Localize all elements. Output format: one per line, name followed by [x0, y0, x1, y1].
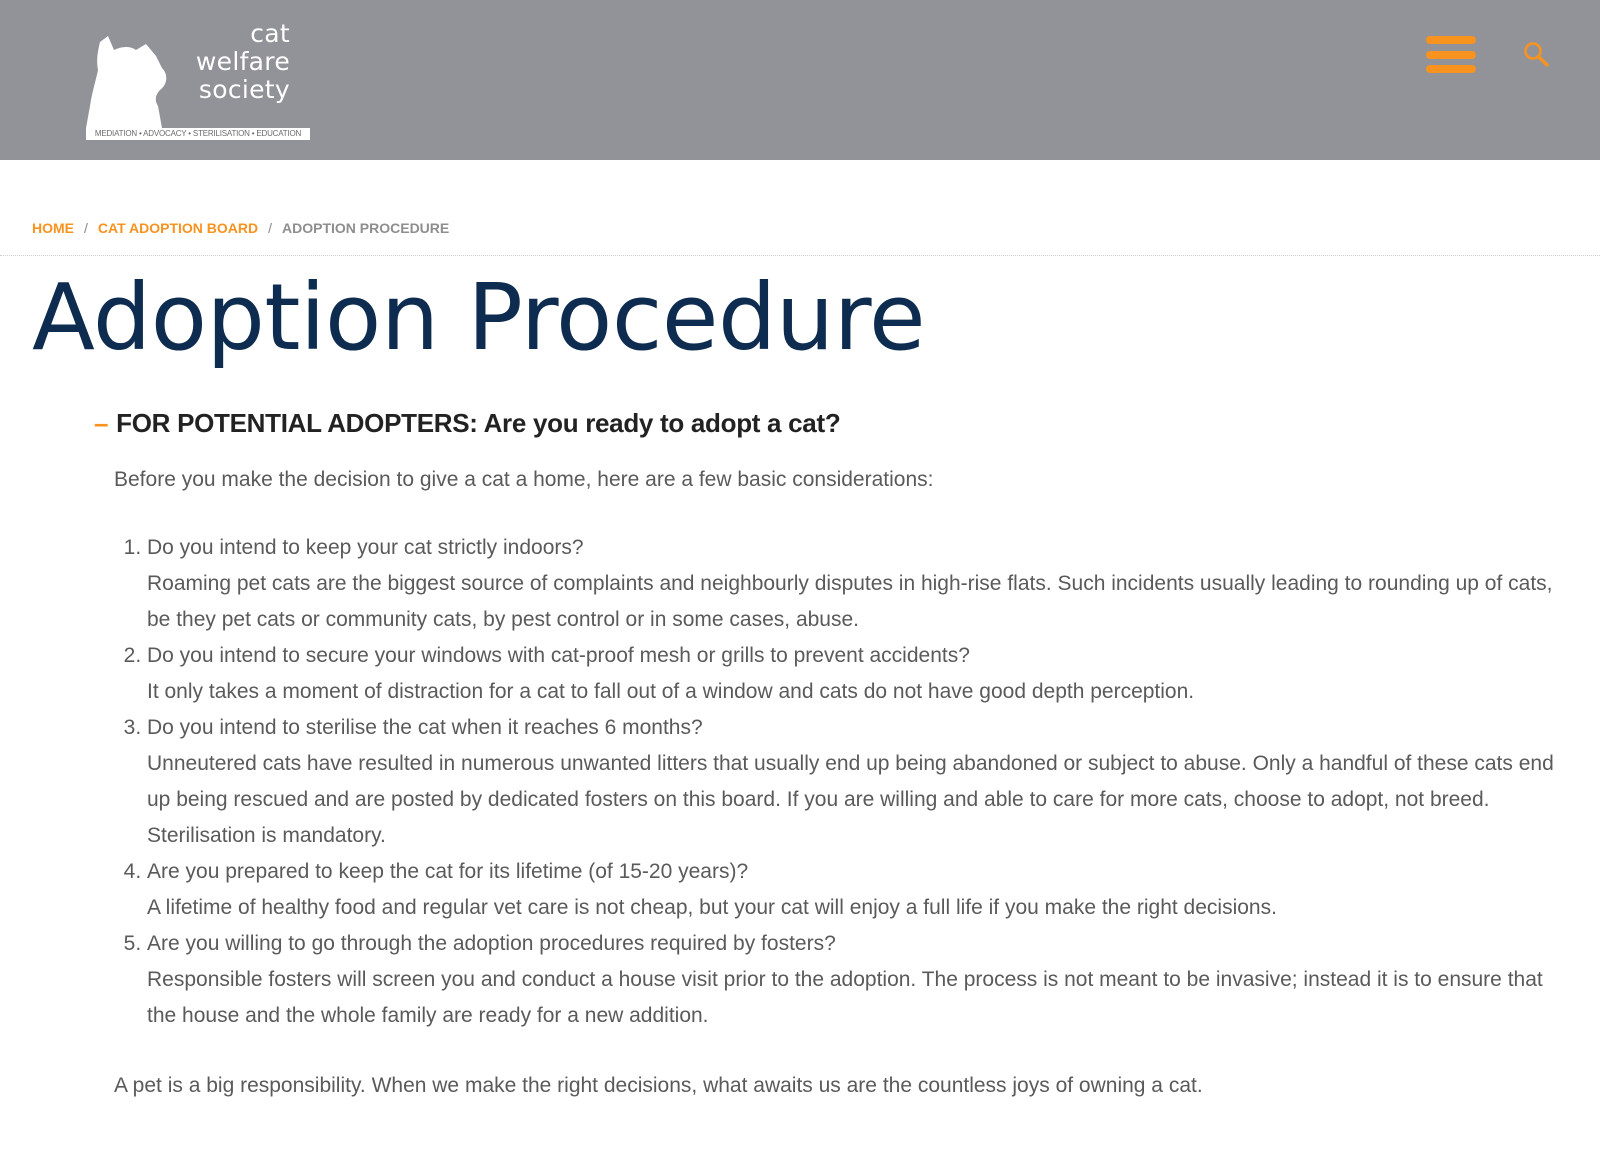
page-title: Adoption Procedure — [32, 264, 926, 371]
consideration-question: 1. Do you intend to keep your cat strictly indoors? — [147, 536, 584, 559]
list-item — [147, 854, 1574, 926]
list-item — [147, 926, 1574, 1034]
section-heading-text: FOR POTENTIAL ADOPTERS: Are you ready to adopt a cat? — [116, 408, 841, 438]
breadcrumb-current-page: ADOPTION PROCEDURE — [282, 220, 450, 236]
logo-word: cat — [250, 19, 290, 48]
logo-wordmark — [150, 20, 290, 104]
considerations-list — [114, 530, 1574, 1034]
accordion-header-potential-adopters[interactable] — [94, 408, 840, 439]
logo-word: society — [198, 75, 290, 104]
search-icon[interactable] — [1522, 40, 1552, 70]
hamburger-menu-icon[interactable] — [1426, 36, 1476, 76]
logo-word: welfare — [195, 47, 290, 76]
consideration-question: 4. Are you prepared to keep the cat for its lifetime (of 15-20 years)? — [147, 860, 749, 883]
closing-paragraph: A pet is a big responsibility. When we make the right decisions, what awaits us are the countless joys of owning a cat. — [114, 1074, 1203, 1097]
consideration-answer: Responsible fosters will screen you and conduct a house visit prior to the adoption. The process is not meant to be invasive; instead it is to ensure that the house and the whole family are ready for a new addition. — [147, 968, 1543, 1027]
breadcrumb-cat-adoption-board-link[interactable]: CAT ADOPTION BOARD — [97, 220, 259, 236]
consideration-question: 5. Are you willing to go through the adoption procedures required by fosters? — [147, 932, 836, 955]
site-logo[interactable] — [86, 18, 310, 140]
breadcrumb-home-link[interactable]: HOME — [32, 220, 74, 236]
intro-paragraph: Before you make the decision to give a cat a home, here are a few basic considerations: — [114, 468, 934, 491]
accordion-content — [114, 462, 1574, 1104]
consideration-question: 2. Do you intend to secure your windows with cat-proof mesh or grills to prevent accidents? — [147, 644, 970, 667]
list-item — [147, 530, 1574, 638]
breadcrumb-separator: / — [268, 220, 272, 236]
consideration-answer: It only takes a moment of distraction for a cat to fall out of a window and cats do not have good depth perception. — [147, 680, 1195, 703]
logo-tagline: MEDIATION • ADVOCACY • STERILISATION • EDUCATION — [86, 128, 310, 140]
collapse-toggle-icon[interactable]: – — [94, 408, 109, 438]
breadcrumb — [32, 220, 449, 240]
site-header — [0, 0, 1600, 160]
consideration-answer: A lifetime of healthy food and regular vet care is not cheap, but your cat will enjoy a full life if you make the right decisions. — [147, 896, 1277, 919]
consideration-question: 3. Do you intend to sterilise the cat when it reaches 6 months? — [147, 716, 703, 739]
list-item — [147, 710, 1574, 854]
breadcrumb-separator: / — [84, 220, 88, 236]
consideration-answer: Unneutered cats have resulted in numerous unwanted litters that usually end up being abandoned or subject to abuse. Only a handful of these cats end up being rescued and are posted by dedicated fosters on this board. If you are willing and able to care for more cats, choose to adopt, not breed. Sterilisation is mandatory. — [147, 752, 1554, 847]
consideration-answer: Roaming pet cats are the biggest source of complaints and neighbourly disputes in high-rise flats. Such incidents usually leading to rounding up of cats, be they pet cats or community cats, by pest control or in some cases, abuse. — [147, 572, 1553, 631]
list-item — [147, 638, 1574, 710]
breadcrumb-divider — [0, 255, 1600, 256]
